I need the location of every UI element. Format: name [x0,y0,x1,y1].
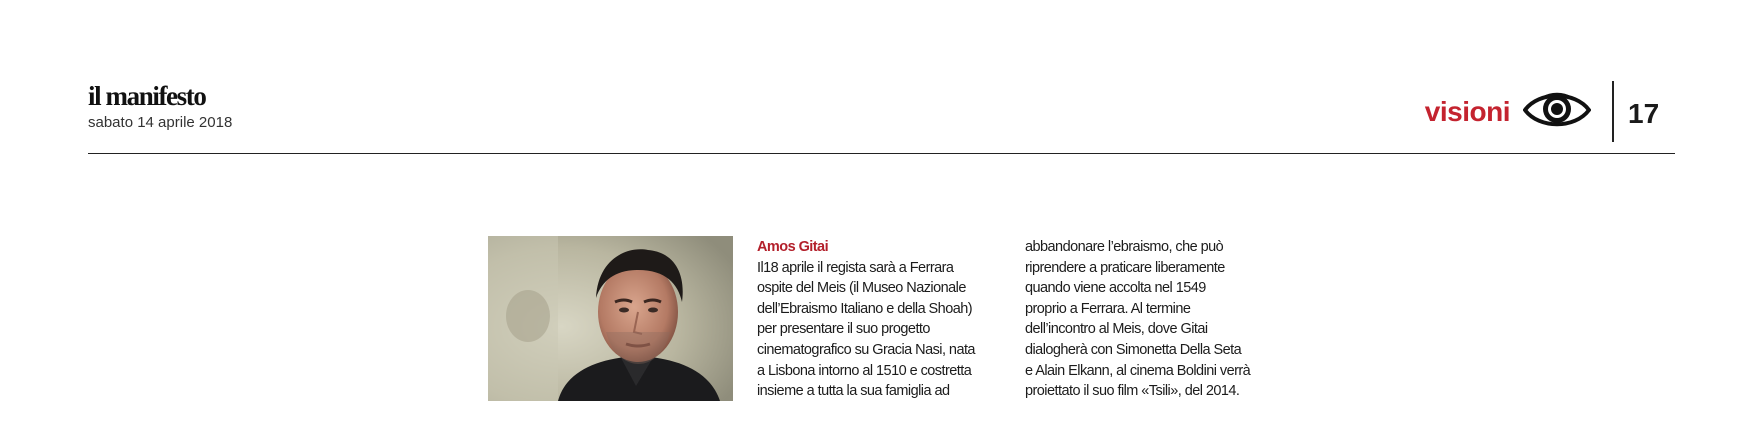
article-line: proiettato il suo film «Tsili», del 2014. [1025,383,1240,400]
article-line: a Lisbona intorno al 1510 e costretta [757,362,972,379]
section-title: visioni [1424,96,1510,127]
article-line: Il18 aprile il regista sarà a Ferrara [757,259,954,276]
article-line: e Alain Elkann, al cinema Boldini verrà [1025,362,1251,379]
masthead [88,80,232,131]
paper-name: il manifesto [88,81,206,111]
eye-icon [1523,89,1591,131]
article-line: dialogherà con Simonetta Della Seta [1025,341,1242,358]
article-line: ospite del Meis (il Museo Nazionale [757,280,966,297]
article-byline: Amos Gitai [757,239,829,255]
page-number: 17 [1628,98,1660,129]
article-line: quando viene accolta nel 1549 [1025,280,1206,297]
article-line: insieme a tutta la sua famiglia ad [757,383,950,400]
header-rule [88,153,1675,154]
article-line: abbandonare l’ebraismo, che può [1025,239,1224,255]
article-line: dell’incontro al Meis, dove Gitai [1025,321,1208,338]
article-line: cinematografico su Gracia Nasi, nata [757,341,975,358]
author-photo [488,236,733,401]
article-line: per presentare il suo progetto [757,321,930,338]
article-column-2 [1025,237,1287,402]
article-column-1 [757,237,1019,402]
issue-date: sabato 14 aprile 2018 [88,114,233,131]
article-line: riprendere a praticare liberamente [1025,259,1225,276]
header-divider [1612,81,1614,142]
article-line: proprio a Ferrara. Al termine [1025,300,1191,317]
article-line: dell’Ebraismo Italiano e della Shoah) [757,300,973,317]
